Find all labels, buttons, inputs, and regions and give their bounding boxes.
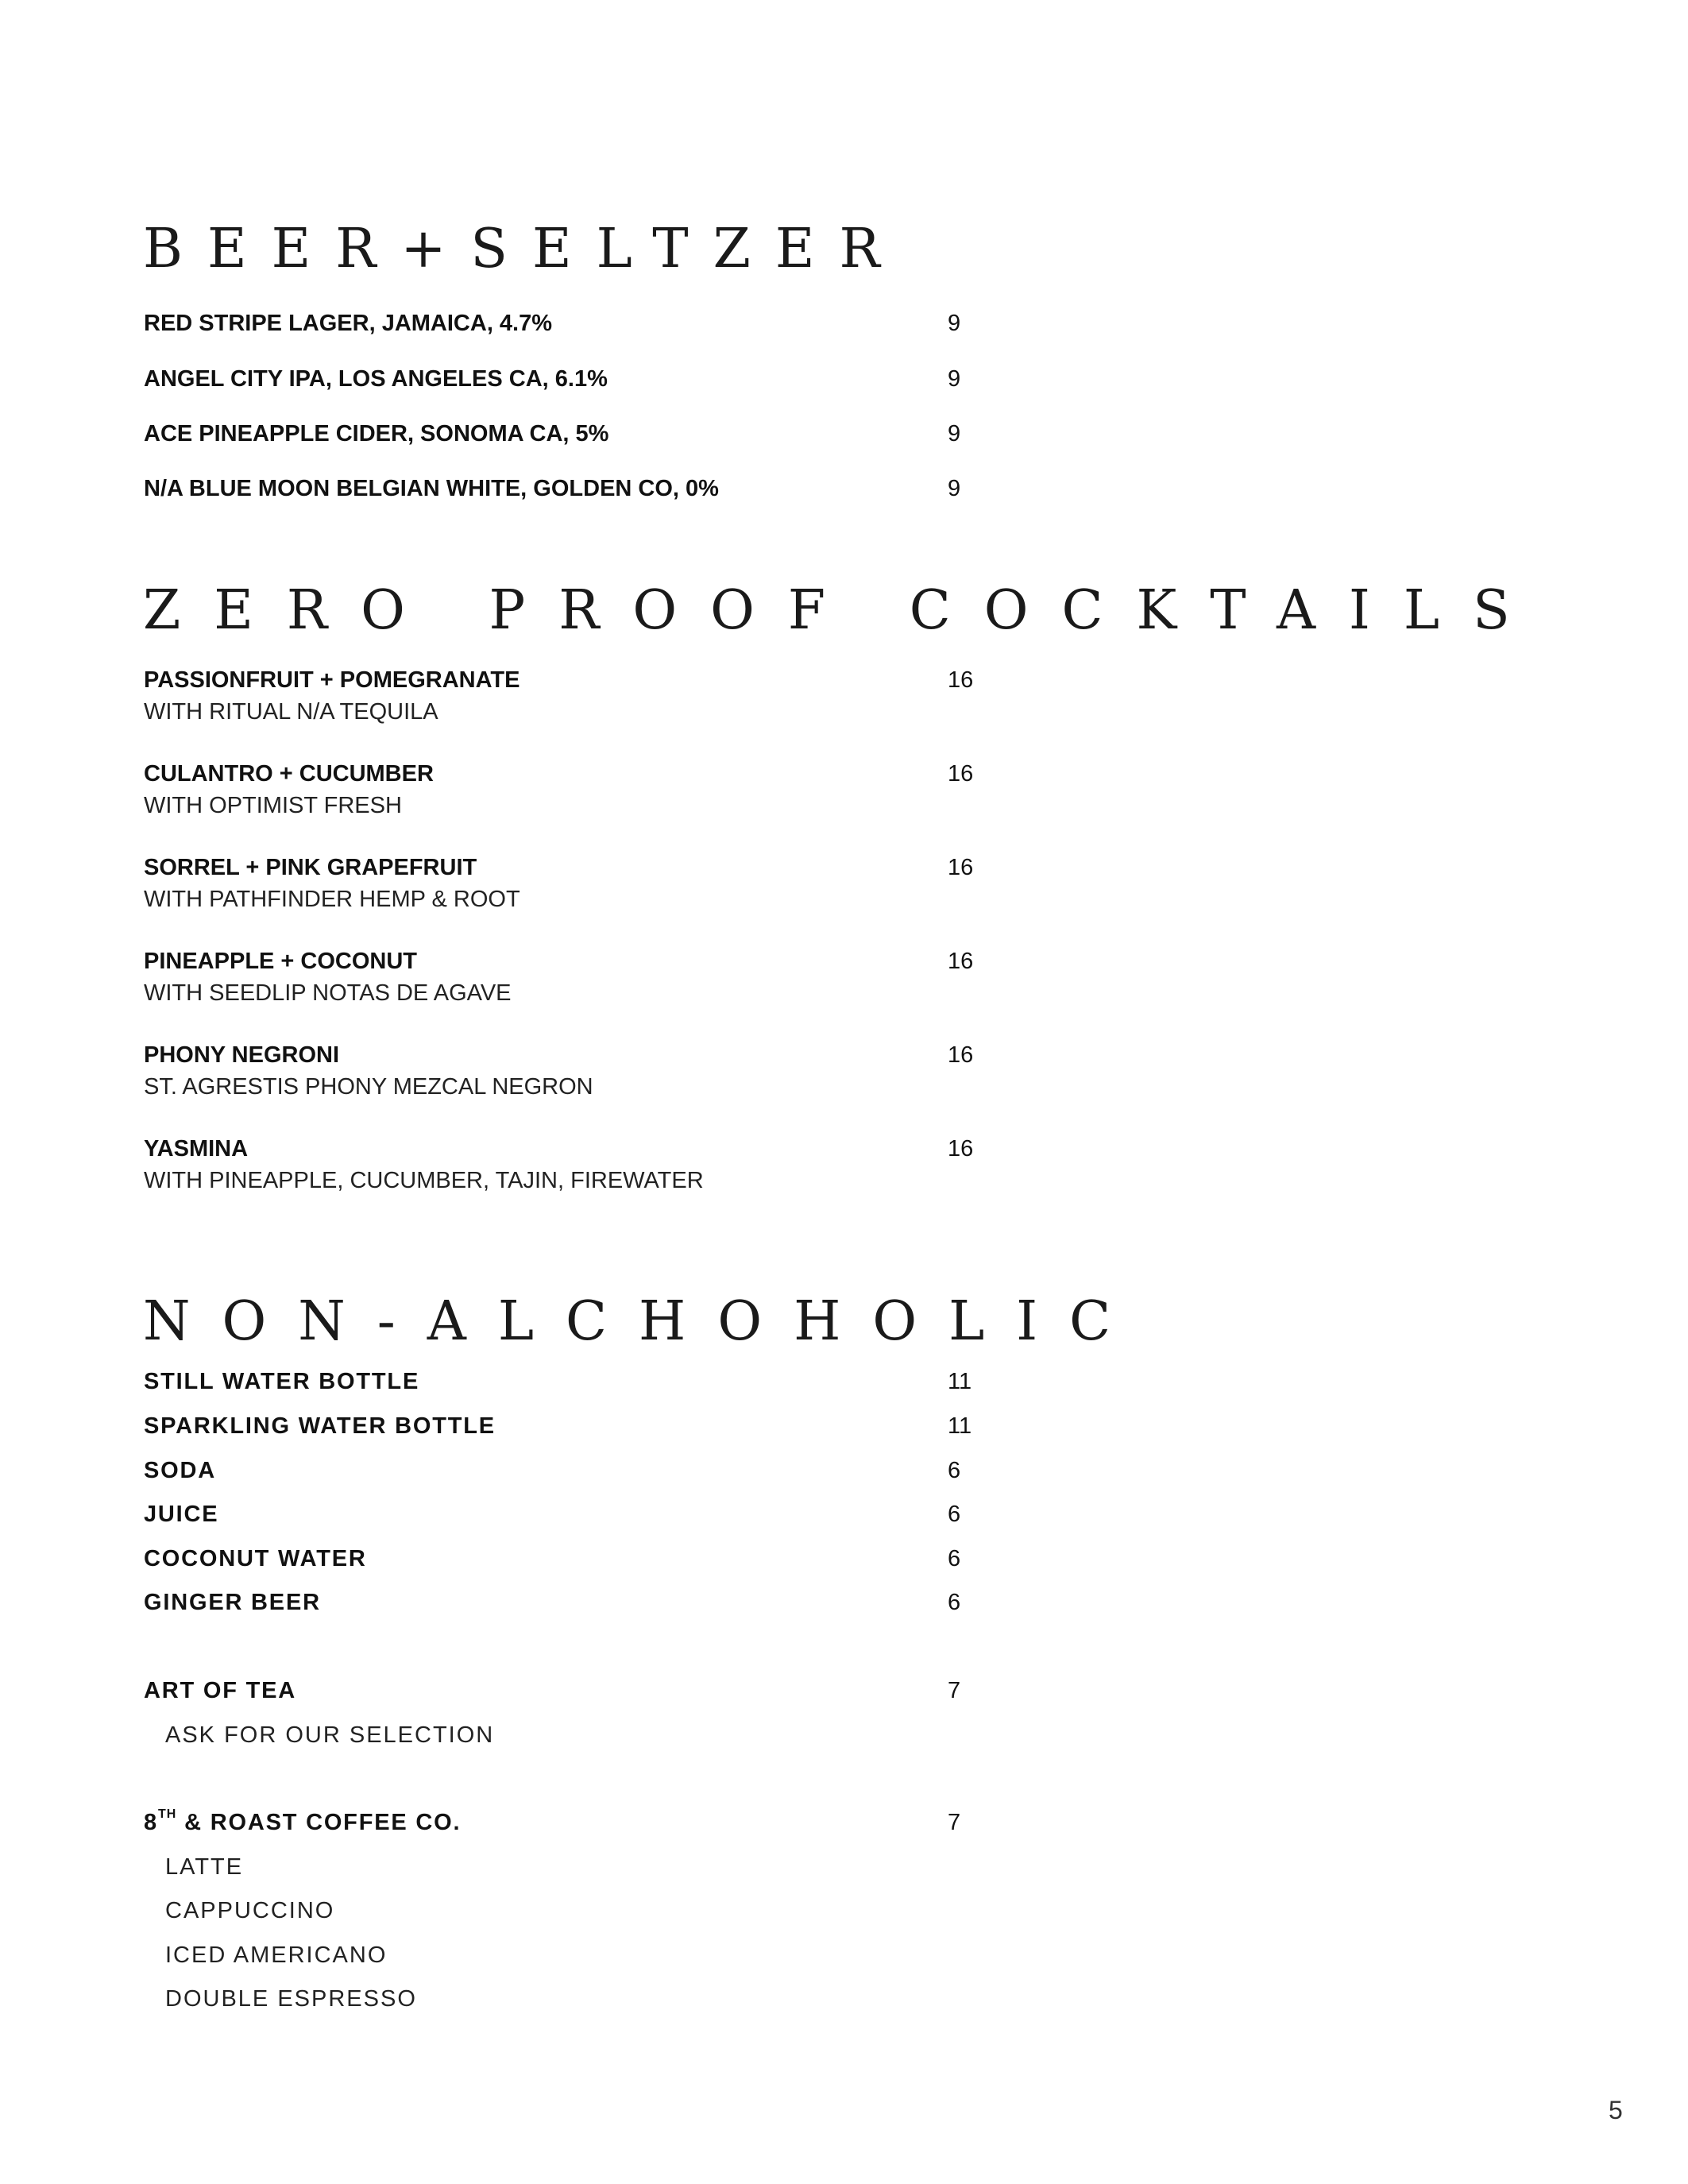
menu-item-price: 16 [948,1042,974,1068]
coffee-option: LATTE [165,1854,244,1880]
tea-name: ART OF TEA [144,1678,296,1703]
menu-item-price: 6 [948,1502,961,1527]
coffee-option: DOUBLE ESPRESSO [165,1986,417,2012]
menu-item-price: 11 [948,1413,972,1439]
menu-item-price: 6 [948,1590,961,1615]
coffee-price: 7 [948,1810,961,1835]
menu-item-price: 11 [948,1369,972,1394]
tea-note: ASK FOR OUR SELECTION [165,1722,495,1748]
menu-item-name: RED STRIPE LAGER, JAMAICA, 4.7% [144,311,553,336]
menu-item-name: JUICE [144,1502,219,1527]
coffee-name-prefix: 8 [144,1810,158,1835]
menu-item-price: 9 [948,421,961,446]
menu-item-name: SPARKLING WATER BOTTLE [144,1413,496,1439]
menu-item-description: WITH PINEAPPLE, CUCUMBER, TAJIN, FIREWATER [144,1168,704,1193]
page-number: 5 [1609,2096,1623,2124]
menu-item-name: COCONUT WATER [144,1546,367,1571]
menu-item-price: 16 [948,667,974,693]
menu-item-price: 6 [948,1546,961,1571]
menu-item-price: 9 [948,366,961,392]
menu-item-name: PINEAPPLE + COCONUT [144,949,418,974]
menu-item-price: 16 [948,1136,974,1162]
menu-item-price: 16 [948,761,974,787]
menu-item-name: ACE PINEAPPLE CIDER, SONOMA CA, 5% [144,421,609,446]
menu-item-price: 6 [948,1458,961,1483]
menu-item-name: YASMINA [144,1136,249,1162]
menu-item-name: SORREL + PINK GRAPEFRUIT [144,855,477,880]
menu-item-name: GINGER BEER [144,1590,321,1615]
menu-item-description: WITH PATHFINDER HEMP & ROOT [144,887,520,912]
section-title-non-alcoholic: NON-ALCHOHOLIC [143,1290,1143,1353]
menu-item-name: N/A BLUE MOON BELGIAN WHITE, GOLDEN CO, 0% [144,476,719,501]
menu-item-description: WITH SEEDLIP NOTAS DE AGAVE [144,980,512,1006]
menu-item-description: WITH OPTIMIST FRESH [144,793,402,818]
coffee-name-superscript: TH [157,1807,177,1821]
section-title-beer-seltzer: BEER+SELTZER [143,218,905,280]
coffee-option: CAPPUCCINO [165,1898,335,1923]
menu-item-name: STILL WATER BOTTLE [144,1369,420,1394]
menu-item-name: PASSIONFRUIT + POMEGRANATE [144,667,520,693]
menu-item-price: 9 [948,476,961,501]
menu-item-name: PHONY NEGRONI [144,1042,340,1068]
menu-item-name: ANGEL CITY IPA, LOS ANGELES CA, 6.1% [144,366,608,392]
menu-item-price: 16 [948,855,974,880]
coffee-name-suffix: & ROAST COFFEE CO. [176,1810,462,1835]
coffee-option: ICED AMERICANO [165,1942,388,1968]
section-title-zero-proof-cocktails: ZERO PROOF COCKTAILS [143,579,1543,642]
menu-item-description: WITH RITUAL N/A TEQUILA [144,699,438,725]
coffee-name [144,1807,462,1835]
menu-item-price: 16 [948,949,974,974]
menu-item-description: ST. AGRESTIS PHONY MEZCAL NEGRON [144,1074,593,1100]
menu-item-price: 9 [948,311,961,336]
menu-item-name: SODA [144,1458,216,1483]
menu-item-name: CULANTRO + CUCUMBER [144,761,434,787]
tea-price: 7 [948,1678,961,1703]
